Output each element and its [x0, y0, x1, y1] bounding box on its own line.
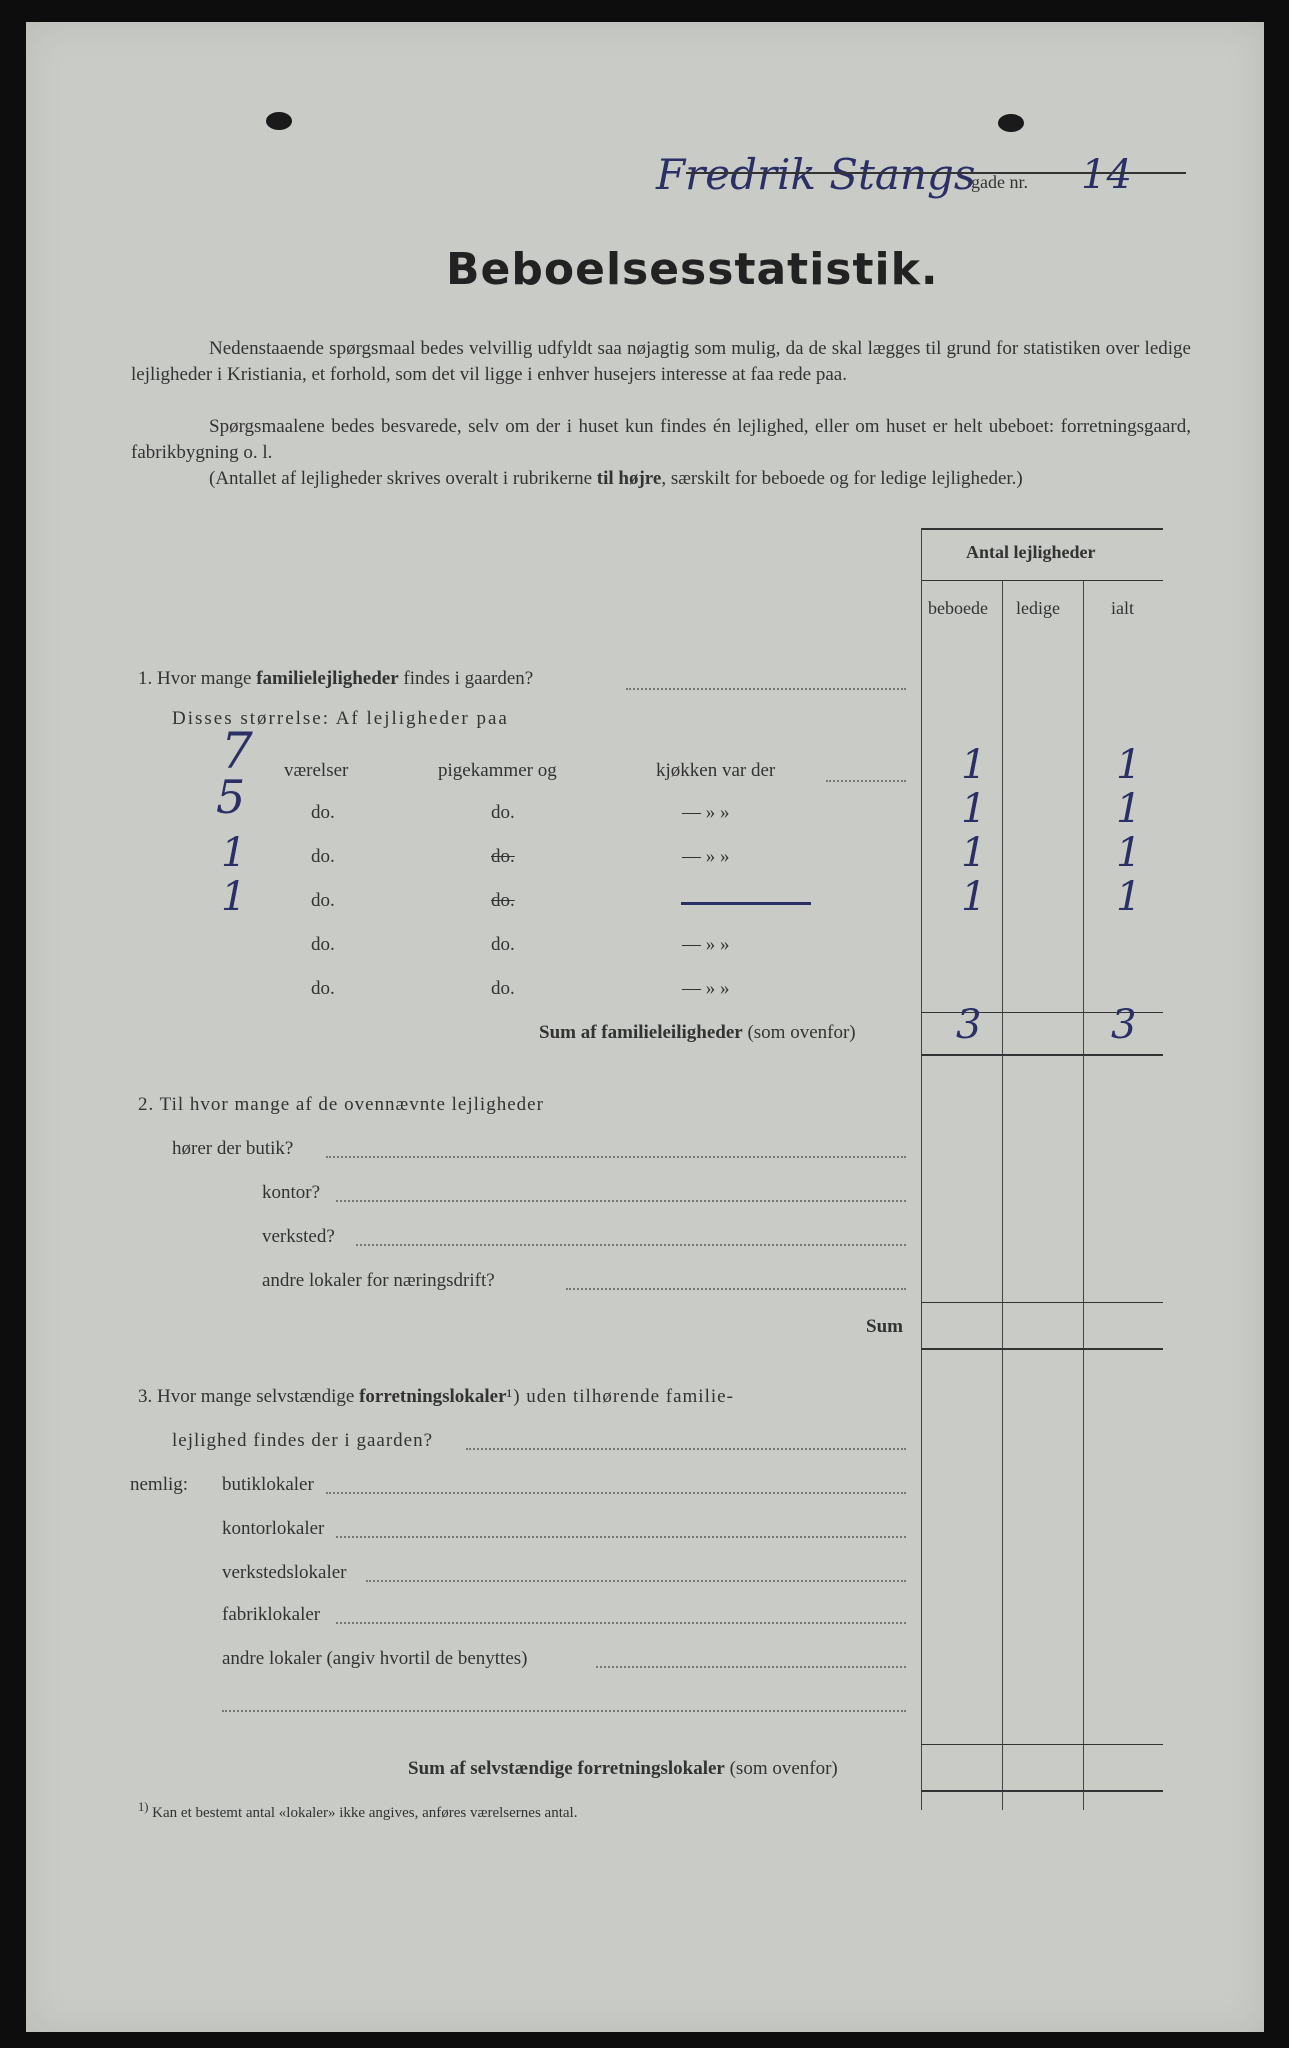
col-header-ledige: ledige [1016, 598, 1060, 618]
rooms-label: værelser [284, 760, 349, 781]
q3-item-butiklokaler: butiklokaler [222, 1474, 314, 1495]
punch-hole [266, 112, 292, 130]
question-2: 2. Til hvor mange af de ovennævnte lejligheder [138, 1094, 544, 1115]
intro-paragraph-2: Spørgsmaalene bedes besvarede, selv om der i huset kun findes én lejlighed, eller om huset er helt ubeboet: forretningsgaard, fabrikbygning o. l. [131, 416, 1191, 463]
ditto-label: do. [491, 934, 515, 955]
table-top-rule [921, 528, 1163, 530]
sum3-bottom-rule [921, 1790, 1163, 1792]
sum-family-label: Sum af familieleiligheder (som ovenfor) [539, 1022, 856, 1043]
table-header-rule [921, 580, 1163, 581]
q3-item-kontorlokaler: kontorlokaler [222, 1518, 325, 1539]
ditto-label-struck: do. [491, 890, 515, 911]
q3-item-fabriklokaler: fabriklokaler [222, 1604, 321, 1625]
kitchen-label: kjøkken var der [656, 760, 776, 781]
ditto-marks: — » » [682, 978, 730, 999]
leader-dots [336, 1200, 906, 1202]
street-suffix-label: gade nr. [971, 172, 1028, 192]
ditto-label: do. [311, 846, 335, 867]
beboede-value: 1 [961, 874, 987, 920]
maids-room-label: pigekammer og [438, 760, 557, 781]
q3-item-andre: andre lokaler (angiv hvortil de benyttes) [222, 1648, 528, 1669]
punch-hole [998, 114, 1024, 132]
ditto-label-struck: do. [491, 846, 515, 867]
sum-business-label: Sum af selvstændige forretningslokaler (som ovenfor) [408, 1758, 838, 1779]
question-1: 1. Hvor mange familielejligheder findes i gaarden? [138, 668, 534, 689]
ialt-value: 1 [1116, 874, 1142, 920]
q2-item-verksted: verksted? [262, 1226, 335, 1247]
ditto-marks: — » » [682, 934, 730, 955]
sum-beboede-value: 3 [956, 1002, 982, 1048]
sum-ialt-value: 3 [1111, 1002, 1137, 1048]
leader-dots [326, 1492, 906, 1494]
kitchen-strike-line [681, 902, 811, 905]
rooms-count: 1 [221, 830, 247, 876]
leader-dots [336, 1536, 906, 1538]
intro-paragraph-1: Nedenstaaende spørgsmaal bedes velvillig udfyldt saa nøjagtig som mulig, da de skal lægges til grund for statistiken over ledige lejligheder i Kristiania, et forhold, som det vil ligge i enhver husejers interesse at faa rede paa. [131, 338, 1191, 385]
namely-label: nemlig: [130, 1474, 189, 1495]
sum-label: Sum [866, 1316, 903, 1337]
leader-dots [366, 1580, 906, 1582]
leader-dots [466, 1448, 906, 1450]
beboede-value: 1 [961, 786, 987, 832]
sum3-top-rule [921, 1744, 1163, 1745]
table-col-rule-1 [1002, 580, 1003, 1810]
size-subheading: Disses størrelse: Af lejligheder paa [172, 708, 509, 729]
leader-dots [826, 780, 906, 782]
table-header-title: Antal lejligheder [966, 542, 1096, 562]
leader-dots [596, 1666, 906, 1668]
beboede-value: 1 [961, 830, 987, 876]
leader-dots [336, 1622, 906, 1624]
street-name-handwritten: Fredrik Stangs [656, 150, 976, 199]
ialt-value: 1 [1116, 742, 1142, 788]
col-header-beboede: beboede [928, 598, 988, 618]
address-underline [686, 172, 1186, 174]
ditto-label: do. [311, 978, 335, 999]
leader-dots [566, 1288, 906, 1290]
rooms-count: 5 [216, 770, 246, 824]
ditto-label: do. [311, 890, 335, 911]
sum2-bottom-rule [921, 1348, 1163, 1350]
rooms-count: 1 [221, 874, 247, 920]
ditto-label: do. [491, 802, 515, 823]
footnote: $^{1)}$ Kan et bestemt antal «lokaler» ikke angives, anføres værelsernes antal. [138, 1800, 578, 1821]
ditto-marks: — » » [682, 802, 730, 823]
q2-item-butik: hører der butik? [172, 1138, 294, 1159]
q2-item-andre: andre lokaler for næringsdrift? [262, 1270, 495, 1291]
leader-dots [326, 1156, 906, 1158]
leader-dots [356, 1244, 906, 1246]
sum2-top-rule [921, 1302, 1163, 1303]
sum-bottom-rule [921, 1054, 1163, 1056]
census-form-page [26, 22, 1264, 2032]
ialt-value: 1 [1116, 830, 1142, 876]
form-title: Beboelsesstatistik. [446, 244, 939, 295]
ditto-marks: — » » [682, 846, 730, 867]
ditto-label: do. [311, 802, 335, 823]
table-col-rule-2 [1083, 580, 1084, 1810]
table-left-rule [921, 528, 922, 1810]
ditto-label: do. [491, 978, 515, 999]
q3-item-verkstedslokaler: verkstedslokaler [222, 1562, 347, 1583]
q2-item-kontor: kontor? [262, 1182, 321, 1203]
ialt-value: 1 [1116, 786, 1142, 832]
intro-paragraph-3: (Antallet af lejligheder skrives overalt i rubrikerne til højre, særskilt for beboede og for ledige lejligheder.) [209, 468, 1023, 489]
col-header-ialt: ialt [1111, 598, 1134, 618]
rooms-count: 7 [221, 722, 253, 780]
question-3: 3. Hvor mange selvstændige forretningslokaler¹) uden tilhørende familie- [138, 1386, 734, 1407]
house-number-handwritten: 14 [1081, 152, 1132, 198]
leader-dots [626, 688, 906, 690]
leader-dots [222, 1710, 906, 1712]
ditto-label: do. [311, 934, 335, 955]
beboede-value: 1 [961, 742, 987, 788]
question-3-line-2: lejlighed findes der i gaarden? [172, 1430, 434, 1451]
